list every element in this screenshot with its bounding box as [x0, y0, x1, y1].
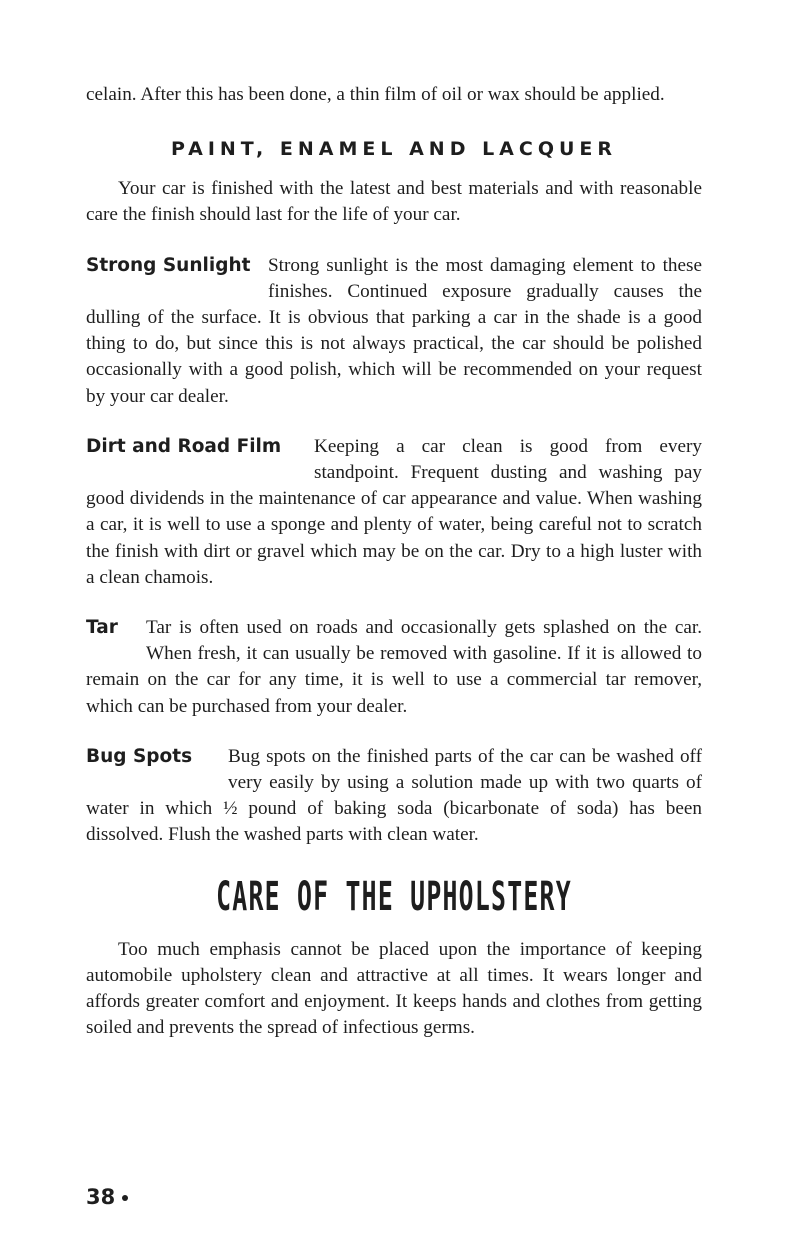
- topic-text: Strong sunlight is the most damaging element to these finishes. Continued exposure gradually causes the dulling of the surface. It is obvious that parking a car in the shade is a good thing to do, but since this is not always practical, the car should be polished occasionally with a good polish, which will be recommended on your request by your car dealer.: [86, 254, 702, 407]
- topic-text: Tar is often used on roads and occasionally gets splashed on the car. When fresh, it can usually be removed with gasoline. If it is allowed to remain on the car for any time, it is well to use a commercial tar remover, which can be purchased from your dealer.: [86, 617, 702, 717]
- upholstery-paragraph: Too much emphasis cannot be placed upon the importance of keeping automobile upholstery clean and attractive at all times. It wears longer and affords greater comfort and enjoyment. It keeps hands and clothes from getting soiled and prevents the spread of infectious germs.: [86, 938, 702, 1039]
- bullet-icon: [122, 1195, 128, 1201]
- topic-strong-sunlight: [86, 253, 702, 410]
- topic-heading: Bug Spots: [86, 745, 193, 767]
- topic-tar: [86, 615, 702, 720]
- topic-bug-spots: [86, 744, 702, 849]
- paint-intro-paragraph: Your car is finished with the latest and best materials and with reasonable care the finish should last for the life of your car.: [86, 178, 702, 226]
- page-number: 38: [86, 1185, 116, 1209]
- section-heading-paint: PAINT, ENAMEL AND LACQUER: [170, 138, 618, 161]
- topic-heading: Tar: [86, 617, 118, 639]
- topic-heading: Dirt and Road Film: [86, 435, 282, 457]
- topic-text: Bug spots on the finished parts of the car can be washed off very easily by using a solution made up with two quarts of water in which ½ pound of baking soda (bicarbonate of soda) has been dissolved. Flush the washed parts with clean water.: [86, 745, 702, 846]
- topic-text: Keeping a car clean is good from every standpoint. Frequent dusting and washing pay good dividends in the maintenance of car appearance and value. When washing a car, it is well to use a sponge and plenty of water, being careful not to scratch the finish with dirt or gravel which may be on the car. Dry to a high luster with a clean chamois.: [86, 435, 702, 588]
- section-heading-upholstery: CARE OF THE UPHOLSTERY: [216, 873, 572, 920]
- topic-dirt-road-film: [86, 434, 702, 591]
- intro-paragraph: celain. After this has been done, a thin film of oil or wax should be applied.: [86, 84, 665, 105]
- topic-heading: Strong Sunlight: [86, 254, 251, 276]
- page-footer: [86, 1185, 128, 1209]
- page-content: [86, 82, 702, 1041]
